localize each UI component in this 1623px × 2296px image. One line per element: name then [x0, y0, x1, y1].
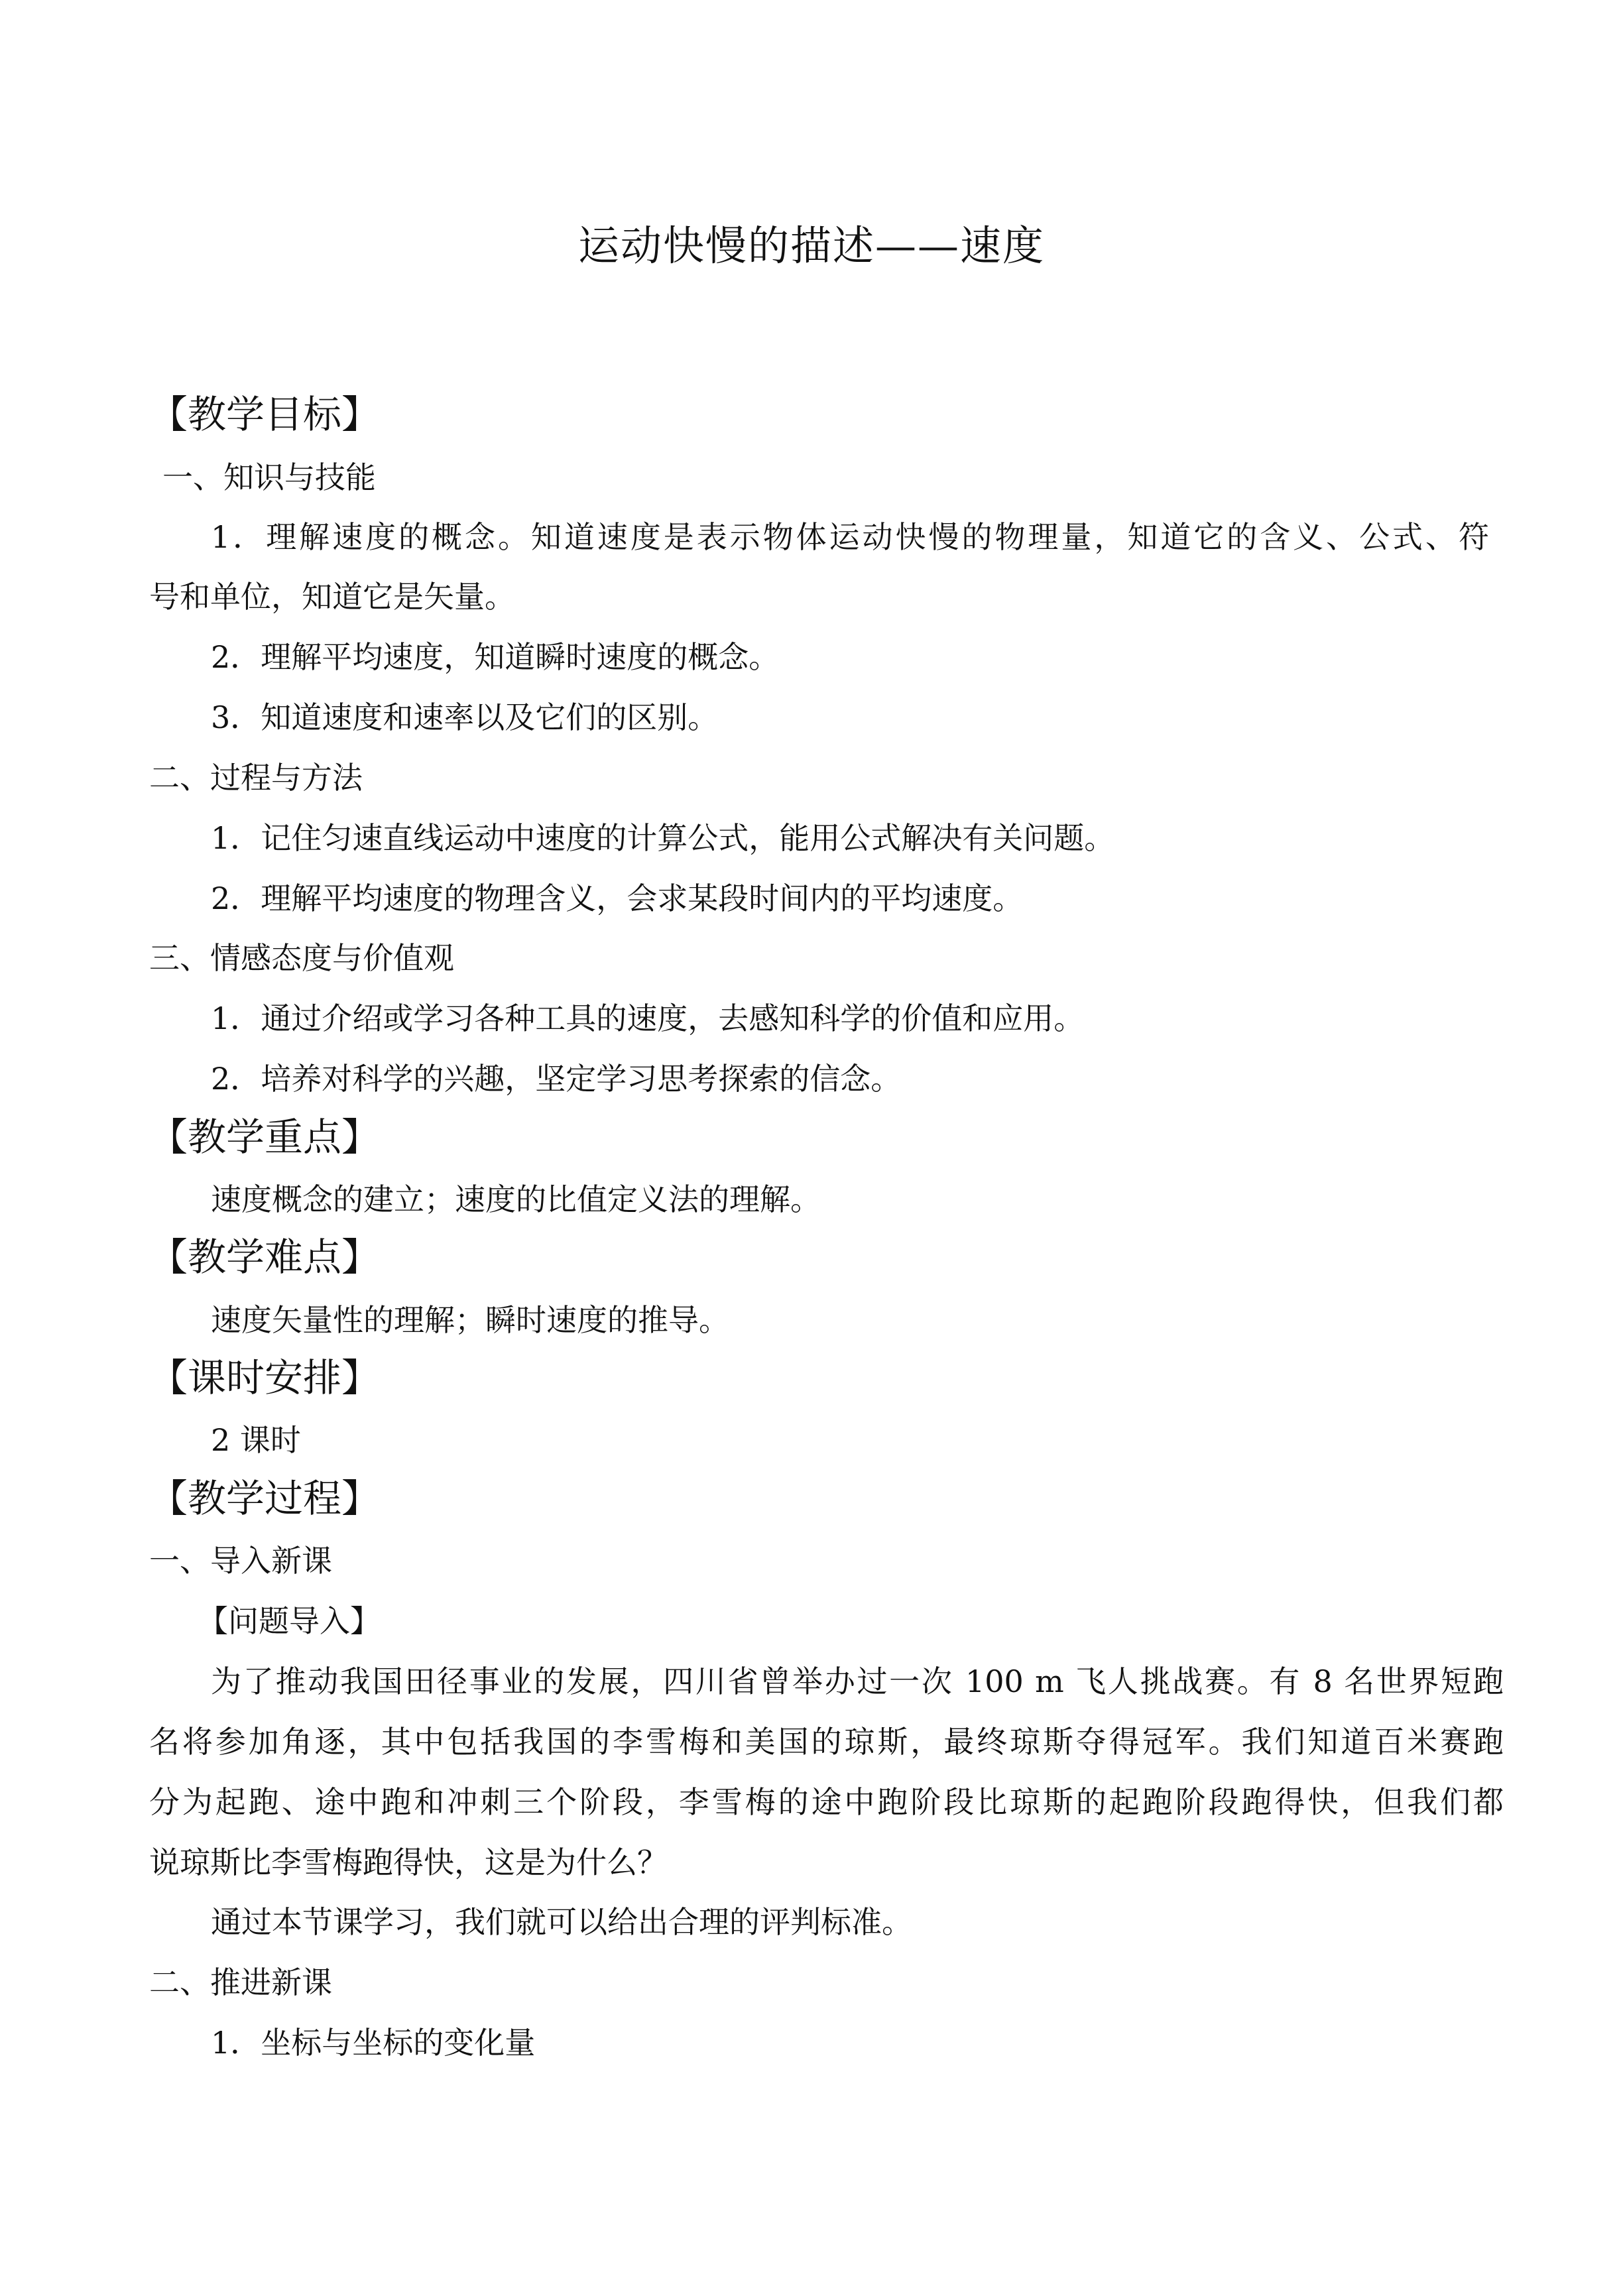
heading-teaching-process: 【教学过程】 — [149, 1476, 381, 1521]
objective-1-1-line-2: 号和单位，知道它是矢量。 — [149, 579, 515, 615]
heading-objectives: 【教学目标】 — [149, 392, 381, 437]
intro-paragraph-line-2: 名将参加角逐，其中包括我国的李雪梅和美国的琼斯，最终琼斯夺得冠军。我们知道百米赛跑 — [149, 1724, 1504, 1760]
objective-1-1-line-1: 1．理解速度的概念。知道速度是表示物体运动快慢的物理量，知道它的含义、公式、符 — [211, 519, 1489, 555]
advance-item-1: 1．坐标与坐标的变化量 — [211, 2025, 536, 2061]
document-title: 运动快慢的描述——速度 — [577, 221, 1045, 270]
schedule-text: 2 课时 — [211, 1422, 301, 1458]
subheading-attitudes-values: 三、情感态度与价值观 — [149, 940, 454, 976]
objective-2-2: 2．理解平均速度的物理含义，会求某段时间内的平均速度。 — [211, 880, 1024, 916]
intro-paragraph-line-1: 为了推动我国田径事业的发展，四川省曾举办过一次 100 m 飞人挑战赛。有 8 名世界短跑 — [211, 1663, 1504, 1699]
heading-schedule: 【课时安排】 — [149, 1355, 381, 1400]
objective-3-2: 2．培养对科学的兴趣，坚定学习思考探索的信念。 — [211, 1061, 902, 1097]
objective-2-1: 1．记住匀速直线运动中速度的计算公式，能用公式解决有关问题。 — [211, 820, 1115, 856]
key-points-text: 速度概念的建立；速度的比值定义法的理解。 — [211, 1181, 821, 1217]
subheading-problem-intro: 【问题导入】 — [198, 1603, 381, 1639]
intro-paragraph-line-3: 分为起跑、途中跑和冲刺三个阶段，李雪梅的途中跑阶段比琼斯的起跑阶段跑得快，但我们都 — [149, 1784, 1504, 1820]
subheading-advance: 二、推进新课 — [149, 1964, 332, 2000]
objective-1-2: 2．理解平均速度，知道瞬时速度的概念。 — [211, 639, 780, 675]
intro-paragraph-2: 通过本节课学习，我们就可以给出合理的评判标准。 — [211, 1904, 912, 1940]
difficulties-text: 速度矢量性的理解；瞬时速度的推导。 — [211, 1302, 729, 1338]
subheading-process-methods: 二、过程与方法 — [149, 760, 363, 796]
objective-3-1: 1．通过介绍或学习各种工具的速度，去感知科学的价值和应用。 — [211, 1000, 1085, 1036]
subheading-knowledge-skills: 一、知识与技能 — [162, 459, 376, 495]
heading-key-points: 【教学重点】 — [149, 1115, 381, 1160]
heading-difficulties: 【教学难点】 — [149, 1235, 381, 1280]
objective-1-3: 3．知道速度和速率以及它们的区别。 — [211, 699, 719, 735]
subheading-intro: 一、导入新课 — [149, 1543, 332, 1579]
intro-paragraph-line-4: 说琼斯比李雪梅跑得快，这是为什么？ — [149, 1844, 668, 1880]
